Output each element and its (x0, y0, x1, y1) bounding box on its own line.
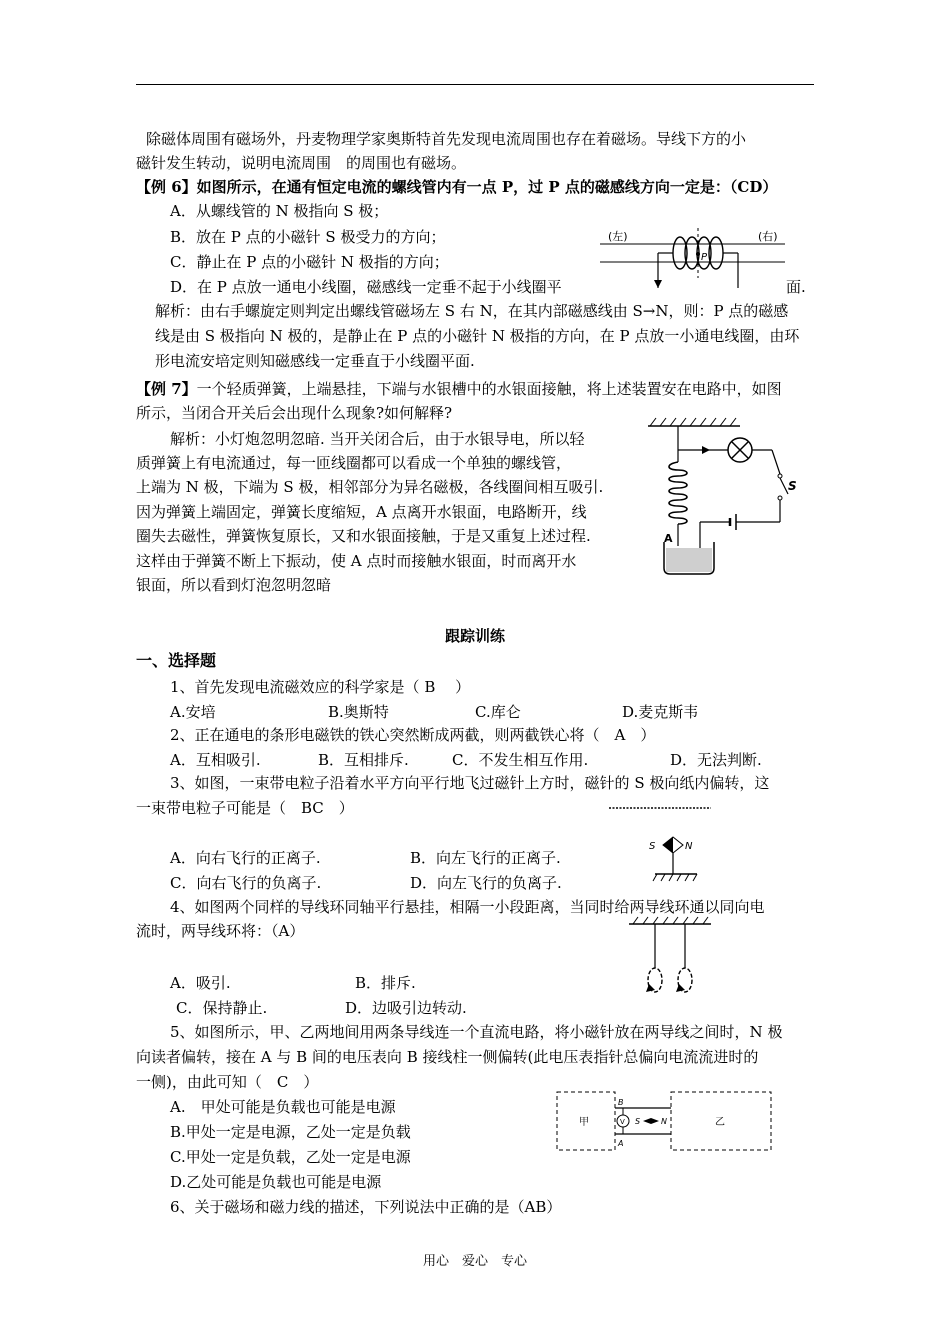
q5-option-c: C.甲处一定是负载，乙处一定是电源 (170, 1148, 411, 1166)
training-title: 跟踪训练 (444, 627, 505, 645)
example-6-option-d-end: 面. (786, 278, 806, 296)
q5-stem-3: 一侧)，由此可知（ C ） (136, 1073, 319, 1091)
q1-option-c: C.库仑 (475, 703, 521, 721)
section-title: 一、选择题 (136, 651, 217, 670)
terminal-a-label: A (618, 1139, 624, 1148)
example-7-line-1: 【例 7】一个轻质弹簧，上端悬挂，下端与水银槽中的水银面接触，将上述装置安在电路中，如图 (136, 380, 782, 398)
example-6-option-c: C．静止在 P 点的小磁针 N 极指的方向； (170, 253, 449, 271)
q5-option-d: D.乙处可能是负载也可能是电源 (170, 1173, 382, 1191)
spring-coil (669, 462, 687, 524)
q5-option-a: A. 甲处可能是负载也可能是电源 (170, 1098, 396, 1116)
example-7-analysis-4: 因为弹簧上端固定，弹簧长度缩短，A 点离开水银面，电路断开，线 (136, 503, 587, 521)
q2-stem: 2、正在通电的条形电磁铁的铁心突然断成两截，则两截铁心将（ A ） (170, 726, 656, 744)
right-label: (右) (758, 230, 778, 243)
q5-option-b: B.甲处一定是电源，乙处一定是负载 (170, 1123, 411, 1141)
example-6-option-d: D．在 P 点放一通电小线圈，磁感线一定垂不起于小线圈平 (170, 278, 562, 296)
compass-figure (605, 800, 715, 884)
q3-option-c: C．向右飞行的负离子. (170, 874, 322, 892)
q3-stem-1: 3、如图，一束带电粒子沿着水平方向平行地飞过磁针上方时，磁针的 S 极向纸内偏转，这 (170, 774, 770, 792)
example-6-title: 【例 6】如图所示，在通有恒定电流的螺线管内有一点 P，过 P 点的磁感线方向一定是：（CD） (136, 178, 778, 196)
voltmeter-label: V (620, 1118, 625, 1126)
example-7-analysis-2: 质弹簧上有电流通过，每一匝线圈都可以看成一个单独的螺线管， (136, 454, 572, 472)
needle-n-label: N (685, 841, 693, 852)
left-label: (左) (608, 230, 628, 243)
q2-option-d: D．无法判断. (670, 751, 762, 769)
q2-option-b: B．互相排斥. (318, 751, 409, 769)
mercury (666, 548, 712, 572)
q3-option-b: B．向左飞行的正离子. (410, 849, 561, 867)
example-6-option-a: A．从螺线管的 N 极指向 S 极； (170, 202, 389, 220)
terminal-b-label: B (618, 1098, 624, 1107)
current-arrow-icon (654, 280, 662, 288)
q5-stem-1: 5、如图所示，甲、乙两地间用两条导线连一个直流电路，将小磁针放在两导线之间时，N 极 (170, 1023, 783, 1041)
example-7-analysis-1: 解析：小灯炮忽明忽暗. 当开关闭合后，由于水银导电，所以轻 (170, 430, 585, 448)
example-6-analysis-3: 形电流安培定则知磁感线一定垂直于小线圈平面. (155, 352, 475, 370)
example-6-option-b: B．放在 P 点的小磁针 S 极受力的方向； (170, 228, 446, 246)
box-yi-label: 乙 (715, 1117, 725, 1128)
current-arrow-icon (702, 446, 710, 454)
example-7-analysis-3: 上端为 N 极，下端为 S 极，相邻部分为异名磁极，各线圈间相互吸引. (136, 478, 604, 496)
q4-stem-1: 4、如图两个同样的导线环同轴平行悬挂，相隔一小段距离，当同时给两导线环通以同向电 (170, 898, 765, 916)
ceiling-hatch (633, 917, 708, 924)
q1-option-a: A.安培 (170, 703, 216, 721)
q4-option-c: C．保持静止. (176, 999, 268, 1017)
q6-stem: 6、关于磁场和磁力线的描述，下列说法中正确的是（AB） (170, 1198, 562, 1216)
box-jia-label: 甲 (579, 1117, 589, 1128)
q2-option-c: C．不发生相互作用. (452, 751, 589, 769)
q3-stem-2: 一束带电粒子可能是（ BC ） (136, 799, 354, 817)
point-p-label: P (701, 252, 708, 263)
q3-option-a: A．向右飞行的正离子. (170, 849, 321, 867)
example-6-analysis-1: 解析：由右手螺旋定则判定出螺线管磁场左 S 右 N，在其内部磁感线由 S→N，则：P 点的磁感 (155, 302, 789, 320)
q1-option-d: D.麦克斯韦 (622, 703, 699, 721)
q3-option-d: D．向左飞行的负离子. (410, 874, 562, 892)
q2-option-a: A．互相吸引. (170, 751, 261, 769)
page-footer: 用心 爱心 专心 (422, 1254, 527, 1269)
q4-stem-2: 流时，两导线环将：（A） (136, 922, 305, 940)
example-7-analysis-5: 圈失去磁性，弹簧恢复原长，又和水银面接触，于是又重复上述过程. (136, 527, 591, 545)
intro-line-1: 除磁体周围有磁场外，丹麦物理学家奥斯特首先发现电流周围也存在着磁场。导线下方的小 (146, 130, 747, 148)
switch-icon (780, 478, 788, 494)
intro-line-2: 磁针发生转动，说明电流周围 的周围也有磁场。 (136, 154, 467, 172)
q4-option-b: B．排斥. (355, 974, 416, 992)
small-compass-needle-icon (643, 1118, 659, 1124)
point-p-dot (696, 252, 700, 256)
solenoid-figure (600, 210, 790, 290)
q1-stem: 1、首先发现电流磁效应的科学家是（ B ） (170, 678, 471, 696)
point-a-label: A (664, 532, 673, 545)
hanging-rings-figure (625, 912, 715, 1000)
example-7-analysis-7: 银面，所以看到灯泡忽明忽暗 (136, 576, 332, 594)
needle-s-label: S (635, 1117, 641, 1126)
spring-circuit-figure (640, 412, 810, 592)
q4-option-a: A．吸引. (170, 974, 231, 992)
example-6-analysis-2: 线是由 S 极指向 N 极的，是静止在 P 点的小磁针 N 极指的方向，在 P 点放一小通电线圈，由环 (155, 327, 800, 345)
q4-option-d: D．边吸引边转动. (345, 999, 467, 1017)
ceiling-hatch (650, 418, 736, 426)
example-7-analysis-6: 这样由于弹簧不断上下振动，使 A 点时而接触水银面，时而离开水 (136, 552, 577, 570)
q1-option-b: B.奥斯特 (328, 703, 389, 721)
header-rule (136, 84, 814, 85)
circuit-box-figure (555, 1088, 775, 1156)
switch-label: S (788, 479, 797, 493)
needle-s-label: S (649, 841, 656, 852)
needle-n-label: N (661, 1117, 667, 1126)
q5-stem-2: 向读者偏转，接在 A 与 B 间的电压表向 B 接线柱一侧偏转(此电压表指针总偏向电流流进时的 (136, 1048, 759, 1066)
example-7-line-2: 所示，当闭合开关后会出现什么现象?如何解释? (136, 404, 453, 422)
example-7-line-1-body: 一个轻质弹簧，上端悬挂，下端与水银槽中的水银面接触，将上述装置安在电路中，如图 (196, 380, 782, 398)
